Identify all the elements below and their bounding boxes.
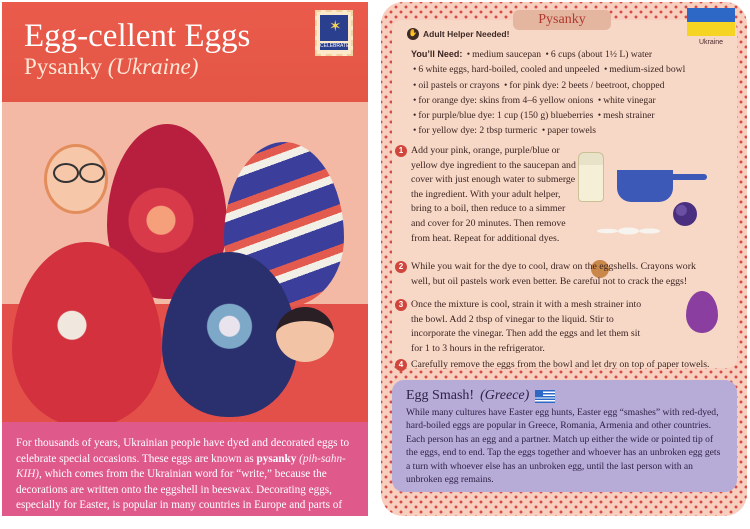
step-1 — [398, 144, 577, 246]
subtitle-country: (Ukraine) — [107, 54, 199, 79]
helper-label: Adult Helper Needed! — [423, 29, 510, 39]
child-with-glasses — [44, 144, 108, 214]
pysanky-term: pysanky — [256, 452, 297, 465]
intro-text-1: For thousands of years, Ukrainian people have dyed and decorated eggs to celebrate special occasions. These eggs are known as — [16, 437, 350, 465]
greece-flag-icon — [535, 390, 555, 403]
step-number: 3 — [395, 299, 407, 311]
left-header — [2, 2, 368, 102]
adult-helper-note — [407, 28, 509, 40]
card-title: Egg-cellent Eggs — [24, 18, 251, 54]
stamp-label: CELEBRATE — [320, 43, 350, 49]
subtitle-word: Pysanky — [24, 54, 102, 79]
step-3 — [398, 298, 643, 356]
supply-item: for purple/blue dye: 1 cup (150 g) blueberries — [418, 110, 594, 122]
smash-title-text: Egg Smash! — [406, 388, 475, 403]
step-number: 1 — [395, 145, 407, 157]
firework-icon — [320, 15, 348, 41]
supplies-list: You’ll Need: • medium saucepan • 6 cups (about 1½ L) water • 6 white eggs, hard-boiled, cooled and unpeeled • medium-sized bowl • oil pastels or crayons • for pink dye: 2 beets / beetroot, chopped • for orange dye: skins from 4–6 yellow onions • white vinegar • for purple/blue dye: 1 cup (150 g) blueberries • mesh strainer • for yellow dye: 2 tbsp turmeric • paper towels — [411, 49, 686, 137]
supply-item: 6 cups (about 1½ L) water — [550, 49, 653, 60]
supply-item: for pink dye: 2 beets / beetroot, chopped — [509, 79, 665, 91]
purple-egg-icon — [686, 291, 718, 333]
celebrate-stamp — [315, 10, 353, 56]
step-text: Carefully remove the eggs from the bowl and let dry on top of paper towels. — [411, 359, 710, 370]
supply-item: mesh strainer — [603, 110, 655, 122]
supply-item: paper towels — [547, 125, 596, 137]
supply-item: for yellow dye: 2 tbsp turmeric — [418, 125, 538, 137]
smash-country: (Greece) — [480, 388, 530, 403]
left-card — [2, 2, 368, 527]
step-number: 2 — [395, 261, 407, 273]
step-text: Add your pink, orange, purple/blue or yellow dye ingredient to the saucepan and cover with just enough water to submerge the ingredient. With your adult helper, bring to a boil, then reduce to a simmer and cover for 20 minutes. Then remove from heat. Repeat for additional dyes. — [411, 145, 576, 244]
flag-label: Ukraine — [698, 39, 724, 46]
step-text: Once the mixture is cool, strain it with a mesh strainer into the bowl. Add 2 tbsp of vinegar to the liquid. Stir to incorporate the vinegar. Then add the eggs and let them sit for 1 to 3 hours in the refrigerator. — [411, 299, 642, 354]
egg-smash-title — [406, 388, 723, 404]
supplies-lead: You’ll Need: — [411, 49, 463, 59]
supply-item: for orange dye: skins from 4–6 yellow onions — [418, 94, 594, 106]
supply-item: white vinegar — [603, 94, 656, 106]
flag-blue-stripe — [687, 8, 735, 22]
step-4 — [398, 358, 711, 373]
supply-item: 6 white eggs, hard-boiled, cooled and unpeeled — [418, 64, 600, 76]
egg-smash-text: While many cultures have Easter egg hunts, Easter egg “smashes” with red-dyed, hard-boiled eggs are popular in Greece, Romania, Armenia and other countries. Each person has an egg and a partner. Match up either the wide or pointed tip of the eggs, end to end. Tap the eggs together and whoever has an unbroken egg gets a turn with whoever else has an unbroken egg, until the last person with an unbroken egg remains. — [406, 407, 721, 486]
supply-item: oil pastels or crayons — [418, 79, 500, 91]
blueberries-icon — [673, 202, 697, 226]
activity-tab: Pysanky — [513, 10, 611, 30]
step-2 — [398, 260, 711, 289]
card-subtitle — [24, 54, 198, 80]
step-text: While you wait for the dye to cool, draw on the eggshells. Crayons work well, but oil pastels work even better. Be careful not to crack the eggs! — [411, 261, 696, 287]
supply-item: medium-sized bowl — [609, 64, 686, 76]
white-eggs-icon — [597, 218, 667, 244]
supply-item: medium saucepan — [472, 49, 542, 60]
intro-text-2: , which comes from the Ukrainian word for “write,” because the decorations are written onto the eggshell in beeswax. Decorating eggs, especially for Easter, is popular in many countries in Europe and parts of Asia. — [16, 468, 343, 527]
pysanky-illustration — [2, 102, 368, 422]
egg-smash-box — [392, 380, 737, 492]
saucepan-icon — [617, 170, 673, 202]
vinegar-bottle-icon — [578, 152, 604, 202]
pronunciation: (pih-sahn-KIH) — [16, 452, 346, 480]
flag-yellow-stripe — [687, 22, 735, 36]
helper-hand-icon: ✋ — [407, 28, 419, 40]
intro-paragraph — [2, 422, 368, 527]
child-peeking — [276, 307, 334, 362]
step-number: 4 — [395, 359, 407, 371]
right-card — [381, 2, 747, 516]
